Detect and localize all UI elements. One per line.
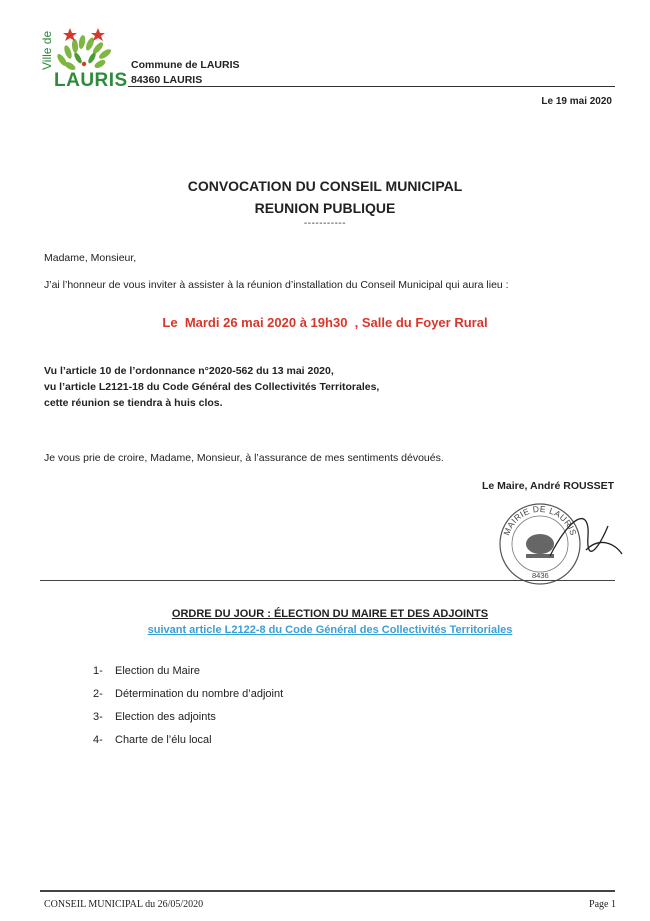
footer-title: CONSEIL MUNICIPAL du 26/05/2020 [44, 899, 204, 910]
section-divider [40, 580, 615, 581]
agenda-item-label: Election du Maire [115, 665, 200, 677]
agenda-item-label: Election des adjoints [115, 711, 216, 723]
agenda-list [93, 665, 283, 757]
stamp-bottom-text: 8436 [532, 571, 549, 580]
legal-line: vu l’article L2121-18 du Code Général des Collectivités Territorales, [44, 381, 380, 393]
meeting-details: Le Mardi 26 mai 2020 à 19h30 , Salle du Foyer Rural [162, 315, 488, 330]
agenda-item [93, 711, 283, 734]
signature-scribble [550, 519, 622, 556]
title-separator: ----------- [303, 218, 347, 229]
document-subtitle: REUNION PUBLIQUE [254, 200, 396, 216]
agenda-item-number: 3- [93, 711, 103, 723]
footer-divider [40, 890, 615, 892]
agenda-item-label: Charte de l’élu local [115, 734, 212, 746]
header-divider [128, 86, 615, 87]
agenda-item [93, 665, 283, 688]
agenda-item-label: Détermination du nombre d’adjoint [115, 688, 284, 700]
commune-address: 84360 LAURIS [131, 74, 203, 86]
commune-name: Commune de LAURIS [131, 59, 240, 71]
salutation: Madame, Monsieur, [44, 252, 137, 264]
logo-ville-text: Ville de [40, 30, 54, 70]
document-date: Le 19 mai 2020 [541, 96, 612, 107]
document-title: CONVOCATION DU CONSEIL MUNICIPAL [187, 178, 463, 194]
legal-line: cette réunion se tiendra à huis clos. [44, 397, 223, 409]
agenda-item [93, 734, 283, 757]
closing-formula: Je vous prie de croire, Madame, Monsieur, à l’assurance de mes sentiments dévoués. [44, 452, 444, 464]
legal-line: Vu l’article 10 de l’ordonnance n°2020-562 du 13 mai 2020, [44, 365, 334, 377]
agenda-subtitle: suivant article L2122-8 du Code Général des Collectivités Territoriales [147, 624, 513, 636]
mairie-stamp-icon [490, 496, 630, 588]
signer-name: Le Maire, André ROUSSET [481, 480, 614, 492]
agenda-item-number: 2- [93, 688, 103, 700]
svg-text:MAIRIE DE LAURIS [501, 504, 578, 537]
agenda-title: ORDRE DU JOUR : ÉLECTION DU MAIRE ET DES ADJOINTS [171, 608, 489, 620]
agenda-item-number: 1- [93, 665, 103, 677]
invitation-text: J’ai l’honneur de vous inviter à assister à la réunion d’installation du Conseil Municipal qui aura lieu : [44, 279, 509, 291]
agenda-item [93, 688, 283, 711]
agenda-item-number: 4- [93, 734, 103, 746]
logo-lauris-text: LAURIS [54, 70, 128, 91]
stamp-top-text: MAIRIE DE LAURIS [501, 503, 579, 537]
page-number: Page 1 [589, 899, 616, 910]
